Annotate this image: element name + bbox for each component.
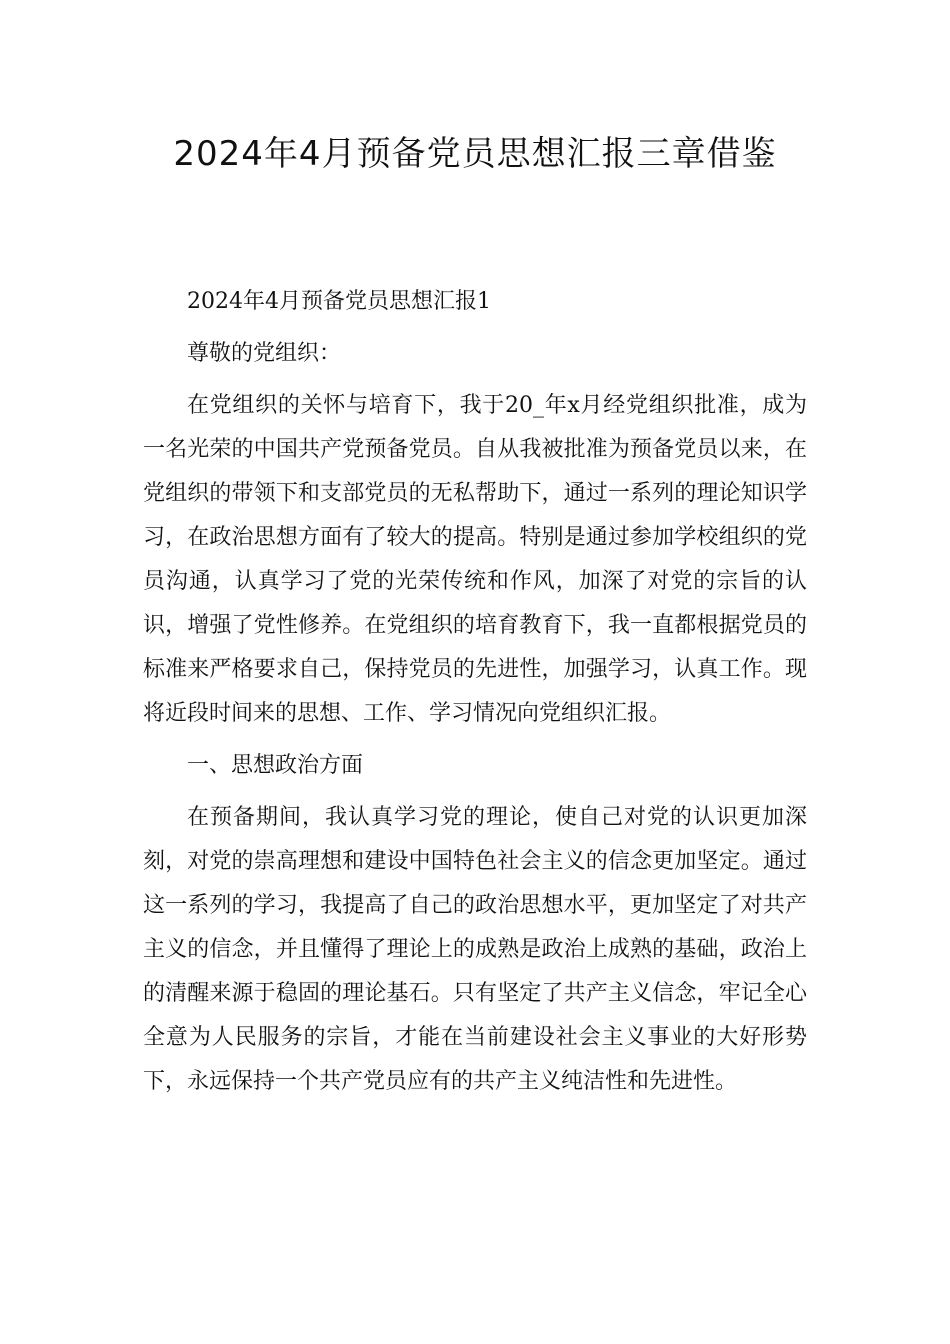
section-paragraph: 在预备期间，我认真学习党的理论，使自己对党的认识更加深刻，对党的崇高理想和建设中国特色社会主义的信念更加坚定。通过这一系列的学习，我提高了自己的政治思想水平，更加坚定了对共产主义的信念，并且懂得了理论上的成熟是政治上成熟的基础，政治上的清醒来源于稳固的理论基石。只有坚定了共产主义信念，牢记全心全意为人民服务的宗旨，才能在当前建设社会主义事业的大好形势下，永远保持一个共产党员应有的共产主义纯洁性和先进性。 [143, 805, 807, 1094]
intro-paragraph: 在党组织的关怀与培育下，我于20_年x月经党组织批准，成为一名光荣的中国共产党预备党员。自从我被批准为预备党员以来，在党组织的带领下和支部党员的无私帮助下，通过一系列的理论知识学习，在政治思想方面有了较大的提高。特别是通过参加学校组织的党员沟通，认真学习了党的光荣传统和作风，加深了对党的宗旨的认识，增强了党性修养。在党组织的培育教育下，我一直都根据党员的标准来严格要求自己，保持党员的先进性，加强学习，认真工作。现将近段时间来的思想、工作、学习情况向党组织汇报。 [143, 393, 807, 726]
section-heading: 一、思想政治方面 [187, 753, 364, 778]
document-body [143, 280, 807, 1112]
report-heading: 2024年4月预备党员思想汇报1 [187, 289, 491, 314]
salutation: 尊敬的党组织： [187, 341, 342, 366]
document-title: 2024年4月预备党员思想汇报三章借鉴 [173, 134, 777, 174]
